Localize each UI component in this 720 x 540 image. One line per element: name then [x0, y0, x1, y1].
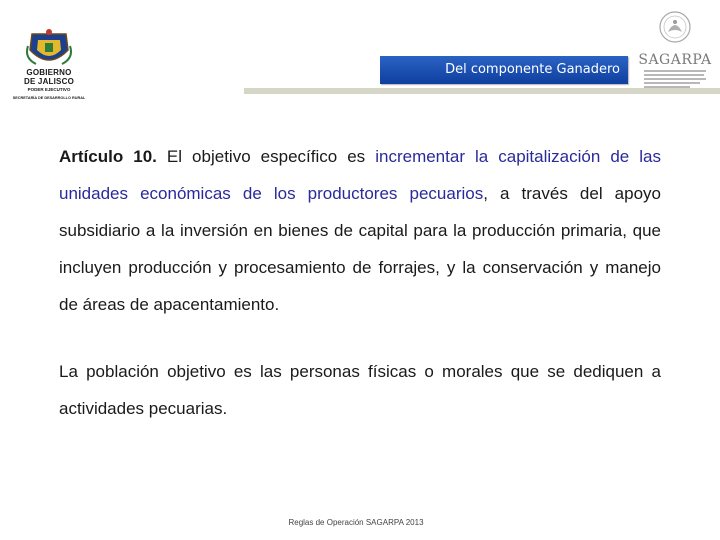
mexican-eagle-seal-icon	[658, 10, 692, 44]
jalisco-crest-icon	[26, 28, 72, 72]
logo-line-jalisco: DE JALISCO	[23, 77, 74, 86]
logo-line-gobierno: GOBIERNO	[26, 68, 72, 77]
sagarpa-subtitle-lines	[644, 70, 706, 90]
sagarpa-logo	[630, 8, 720, 90]
article-text-a: El objetivo específico es	[156, 147, 376, 166]
article-highlight: incrementar la capitalización de las unidades económicas de los productores pecuarios	[59, 147, 661, 203]
jalisco-government-logo	[6, 8, 92, 104]
article-content	[59, 138, 661, 427]
article-10-paragraph	[59, 138, 661, 323]
logo-line-poder: PODER EJECUTIVO	[27, 87, 71, 92]
section-title-band	[380, 56, 628, 84]
article-text-b: , a través del apoyo subsidiario a la inversión en bienes de capital para la producción primaria, que incluyen producción y procesamiento de forrajes, y la conservación y manejo de áreas de apacentamiento.	[59, 184, 661, 314]
sagarpa-wordmark: SAGARPA	[638, 52, 712, 68]
footer-caption: Reglas de Operación SAGARPA 2013	[288, 518, 424, 527]
target-population-paragraph: La población objetivo es las personas físicas o morales que se dediquen a actividades pecuarias.	[59, 362, 661, 418]
section-title: Del componente Ganadero	[445, 62, 620, 77]
logo-line-secretaria: SECRETARÍA DE DESARROLLO RURAL	[12, 96, 86, 100]
article-label: Artículo 10.	[59, 147, 157, 166]
